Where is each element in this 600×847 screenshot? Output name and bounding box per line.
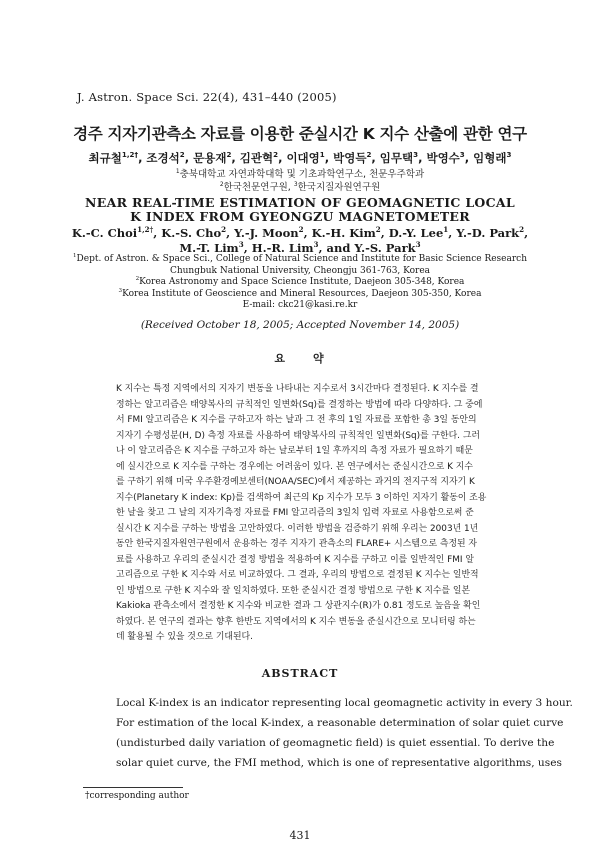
english-title-line-2: K INDEX FROM GYEONGZU MAGNETOMETER [130,209,470,224]
korean-abstract-line: 지자기 수평성분(H, D) 측정 자료를 사용하여 태양복사의 규칙적인 일변화(Sq)를 구한다. 그러 [116,430,480,441]
korean-title: 경주 지자기관측소 자료를 이용한 준실시간 K 지수 산출에 관한 연구 [73,125,527,143]
english-abstract-line: (undisturbed daily variation of geomagnetic field) is quiet essential. To derive the [116,737,555,749]
korean-abstract-line: 실시간 K 지수를 구하는 방법을 고안하였다. 이러한 방법을 검증하기 위해 우리는 2003년 1년 [116,523,479,534]
korean-abstract-line: 정하는 알고리즘은 태양복사의 규칙적인 일변화(Sq)를 결정하는 방법에 따라 다양하다. 그 중에 [116,399,483,410]
korean-abstract-line: 지수(Planetary K index: Kp)를 검색하여 최근의 Kp 지수가 모두 3 이하인 지자기 활동이 조용 [116,492,487,503]
korean-abstract-line: 나 이 알고리즘은 K 지수를 구하고자 하는 날로부터 1일 후까지의 측정 자료가 필요하기 때문 [116,446,473,456]
korean-affiliation-1: $^1$충북대학교 자연과학대학 및 기초과학연구소, 천문우주학과 [175,168,425,180]
english-authors-line-2: M.-T. Lim$^3$, H.-R. Lim$^3$, and Y.-S. Park$^3$ [179,240,421,255]
journal-reference: J. Astron. Space Sci. 22(4), 431–440 (2005) [77,90,337,104]
korean-abstract-line: Kakioka 관측소에서 결정한 K 지수와 비교한 결과 그 상관지수(R)가 0.81 정도로 높음을 확인 [116,601,481,611]
korean-abstract-line: 서 FMI 알고리즘은 K 지수를 구하고자 하는 날과 그 전 후의 1일 자료를 포함한 총 3일 동안의 [116,415,477,425]
korean-abstract-line: 에 실시간으로 K 지수를 구하는 경우에는 어려움이 있다. 본 연구에서는 준실시간으로 K 지수 [116,461,473,472]
footnote-rule [83,787,183,788]
korean-abstract-line: 를 구하기 위해 미국 우주환경예보센터(NOAA/SEC)에서 제공하는 과거의 전지구적 지자기 K [116,477,475,487]
affiliation-line: $^1$Dept. of Astron. & Space Sci., College of Natural Science and Institute for Basic Science Research [72,253,528,264]
english-authors-line-1: K.-C. Choi$^{1,2\dagger}$, K.-S. Cho$^2$, Y.-J. Moon$^2$, K.-H. Kim$^2$, D.-Y. Lee$^1$, Y.-D. Park$^2$, [71,225,529,240]
korean-abstract-line: 데 활용될 수 있을 것으로 기대된다. [116,632,253,642]
received-dates: (Received October 18, 2005; Accepted November 14, 2005) [140,319,460,331]
english-abstract-line: For estimation of the local K-index, a reasonable determination of solar quiet curve [116,717,564,729]
english-abstract [116,693,573,773]
korean-abstract-line: 인 방법으로 구한 K 지수와 잘 일치하였다. 또한 준실시간 결정 방법으로 구한 K 지수를 일본 [116,585,471,596]
korean-abstract-line: 료를 사용하고 우리의 준실시간 결정 방법을 적용하여 K 지수를 구하고 이를 일반적인 FMI 알 [116,554,474,565]
english-abstract-heading: ABSTRACT [261,667,339,680]
english-title-line-1: NEAR REAL-TIME ESTIMATION OF GEOMAGNETIC LOCAL [85,195,515,210]
korean-authors: 최규철$^{1,2\dagger}$, 조경석$^2$, 문용재$^2$, 김관혁$^2$, 이대영$^1$, 박영득$^2$, 임무택$^3$, 박영수$^3$, 임형래$^3$ [88,150,512,165]
korean-abstract-line: K 지수는 특정 지역에서의 지자기 변동을 나타내는 지수로서 3시간마다 결정된다. K 지수를 결 [116,384,479,394]
english-abstract-line: solar quiet curve, the FMI method, which is one of representative algorithms, uses [116,757,562,769]
korean-abstract-line: 한 날을 찾고 그 날의 지자기측정 자료를 FMI 알고리즘의 3일치 입력 자료로 사용함으로써 준 [116,508,474,518]
email-line: E-mail: ckc21@kasi.re.kr [242,300,358,310]
english-authors [0,226,600,256]
footnote: †corresponding author [85,791,189,801]
korean-abstract-line: 동안 한국지질자원연구원에서 운용하는 경주 지자기 관측소의 FLARE+ 시스템으로 측정된 자 [116,539,477,549]
affiliation-line: $^2$Korea Astronomy and Space Science Institute, Daejeon 305-348, Korea [135,276,465,287]
affiliation-line: Chungbuk National University, Cheongju 361-763, Korea [169,265,431,276]
english-abstract-line: Local K-index is an indicator representing local geomagnetic activity in every 3 hour. [116,697,573,709]
korean-abstract-line: 하였다. 본 연구의 결과는 향후 한반도 지역에서의 K 지수 변동을 준실시간으로 모니터링 하는 [116,616,476,627]
korean-abstract [116,382,487,646]
english-affiliations [0,254,600,312]
korean-abstract-heading: 요 약 [274,352,326,365]
page-number: 431 [289,829,311,842]
affiliation-line: $^3$Korea Institute of Geoscience and Mineral Resources, Daejeon 305-350, Korea [118,287,482,299]
korean-affiliation-2: $^2$한국천문연구원, $^3$한국지질자원연구원 [219,181,381,193]
english-title [0,196,600,224]
korean-abstract-line: 고리즘으로 구한 K 지수와 서로 비교하였다. 그 결과, 우리의 방법으로 결정된 K 지수는 일반적 [116,570,479,580]
